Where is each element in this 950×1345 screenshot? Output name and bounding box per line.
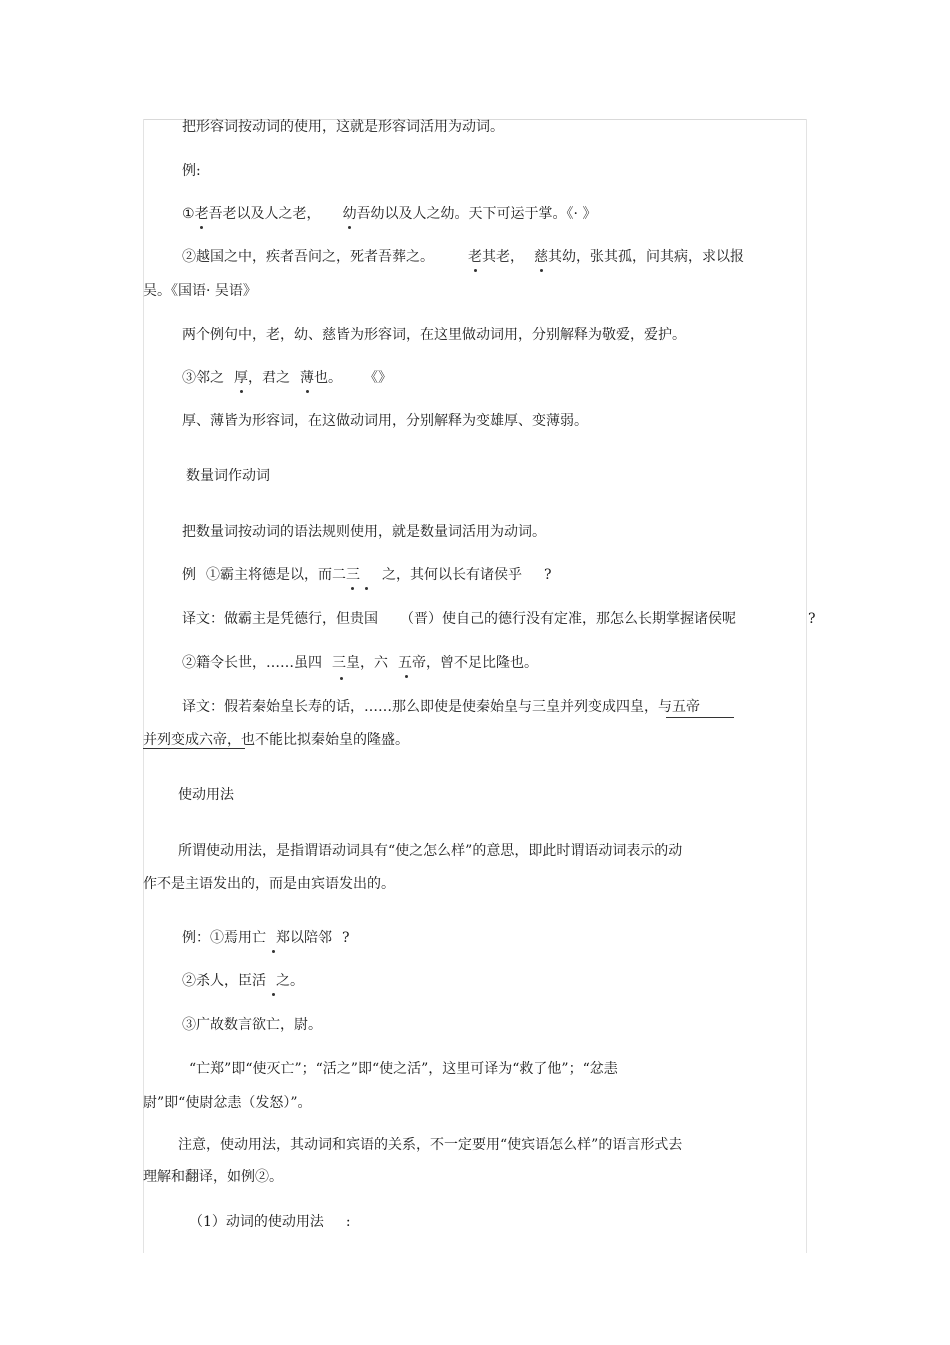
paragraph-explanation-1: 两个例句中，老，幼、慈皆为形容词，在这里做动词用，分别解释为敬爱，爱护。	[182, 327, 686, 343]
example-4-question-mark: ?	[544, 567, 552, 583]
example-2-text-b: 其老，	[482, 249, 524, 265]
example-4-line	[182, 566, 552, 584]
example-4-text-b: 之，其何以长有诸侯乎	[382, 567, 522, 583]
heading-causative-usage: 使动用法	[178, 787, 234, 803]
translation-2-text-c: 并列变成六帝，	[143, 732, 241, 748]
example-label: 例:	[182, 163, 201, 179]
paragraph-causative-definition: 所谓使动用法，是指谓语动词具有“使之怎么样”的意思，即此时谓语动词表示的动	[178, 843, 683, 859]
example-5-text-c: 五帝，曾不足比隆也。	[398, 655, 538, 671]
paragraph-note-continued: 理解和翻译，如例②。	[143, 1169, 283, 1185]
dotted-char-lao-2: 老	[468, 249, 482, 265]
example-2-text-a: ②越国之中，疾者吾问之，死者吾葬之。	[182, 249, 434, 265]
emphasis-dot-san	[365, 587, 368, 590]
subheading-verb-causative	[189, 1213, 351, 1231]
example-6-text-b: 郑以陪邻	[276, 930, 332, 946]
example-7-text-b: 之。	[276, 973, 304, 989]
translation-2-line	[182, 698, 700, 716]
dotted-char-ci: 慈	[534, 249, 548, 265]
example-6-line	[182, 929, 350, 947]
subheading-verb-causative-text: （1）动词的使动用法	[189, 1214, 324, 1230]
emphasis-dot-huo	[272, 993, 275, 996]
underline-yu-wudi	[666, 717, 734, 718]
emphasis-dot-er	[351, 587, 354, 590]
example-1-number: ①	[182, 206, 195, 222]
translation-1-line	[182, 610, 736, 628]
translation-2-text-a: 译文：假若秦始皇长寿的话，……那么即使是使秦始皇与三皇并列变成四皇	[182, 699, 644, 715]
paragraph-explanation-2: 厚、薄皆为形容词，在这做动词用，分别解释为变雄厚、变薄弱。	[182, 413, 588, 429]
example-2-text-c: 其幼，张其孤，问其病，求以报	[548, 249, 744, 265]
subheading-colon: :	[345, 1214, 351, 1230]
page-frame-right	[806, 119, 807, 1253]
translation-1-text-a: 译文：做霸主是凭德行，但贵国	[182, 611, 378, 627]
example-3-source: 《》	[364, 370, 392, 386]
dotted-char-hou: 厚	[234, 370, 248, 386]
example-3-text-b: ，君之	[248, 370, 290, 386]
example-5-text-b: 三皇，六	[332, 655, 388, 671]
paragraph-causative-definition-continued: 作不是主语发出的，而是由宾语发出的。	[143, 876, 395, 892]
translation-2-text-b: ，与五帝	[644, 699, 700, 715]
dotted-char-you: 幼	[342, 206, 357, 222]
example-6-text-a: 例：①焉用亡	[182, 930, 266, 946]
example-8-line: ③广故数言欲亡，尉。	[182, 1017, 322, 1033]
example-1-text-a: 吾老以及人之老，	[208, 206, 321, 222]
paragraph-adj-as-verb-definition: 把形容词按动词的使用，这就是形容词活用为动词。	[182, 119, 504, 135]
translation-1-text-b: （晋）使自己的德行没有定准，那怎么长期掌握诸侯呢	[400, 611, 736, 627]
heading-numeral-as-verb: 数量词作动词	[186, 468, 270, 484]
translation-2-continued	[143, 731, 409, 749]
example-4-text-a: ①霸主将德是以，而二三	[206, 567, 360, 583]
paragraph-causative-explanation: “亡郑”即“使灭亡”；“活之”即“使之活”，这里可译为“救了他”；“忿恚	[189, 1061, 618, 1077]
translation-2-text-d: 也不能比拟秦始皇的隆盛。	[241, 732, 409, 748]
example-3-text-c: 也。	[314, 370, 342, 386]
paragraph-numeral-definition: 把数量词按动词的语法规则使用，就是数量词活用为动词。	[182, 524, 546, 540]
example-3-text-a: ③邻之	[182, 370, 224, 386]
emphasis-dot-si	[340, 677, 343, 680]
emphasis-dot-liu	[405, 675, 408, 678]
example-1-line	[182, 205, 596, 223]
example-7-text-a: ②杀人，臣活	[182, 973, 266, 989]
example-7-line	[182, 972, 304, 990]
translation-1-question-mark: ?	[808, 611, 816, 627]
example-1-text-b: 吾幼以及人之幼。天下可运于掌。《· 》	[356, 206, 597, 222]
underline-liudi	[143, 748, 245, 749]
emphasis-dot-wang	[272, 950, 275, 953]
dotted-char-bao: 薄	[300, 370, 314, 386]
example-6-question-mark: ?	[342, 930, 350, 946]
example-2-source: 吴。《国语· 吴语》	[143, 283, 257, 299]
example-5-line	[182, 654, 538, 672]
example-3-line	[182, 369, 392, 387]
example-4-label: 例	[182, 567, 196, 583]
paragraph-causative-explanation-continued: 尉”即“使尉忿恚（发怒）”。	[143, 1095, 312, 1111]
example-2-line	[182, 248, 744, 266]
example-5-text-a: ②籍令长世，……虽四	[182, 655, 322, 671]
dotted-char-lao: 老	[194, 206, 209, 222]
paragraph-note: 注意，使动用法，其动词和宾语的关系，不一定要用“使宾语怎么样”的语言形式去	[178, 1137, 683, 1153]
